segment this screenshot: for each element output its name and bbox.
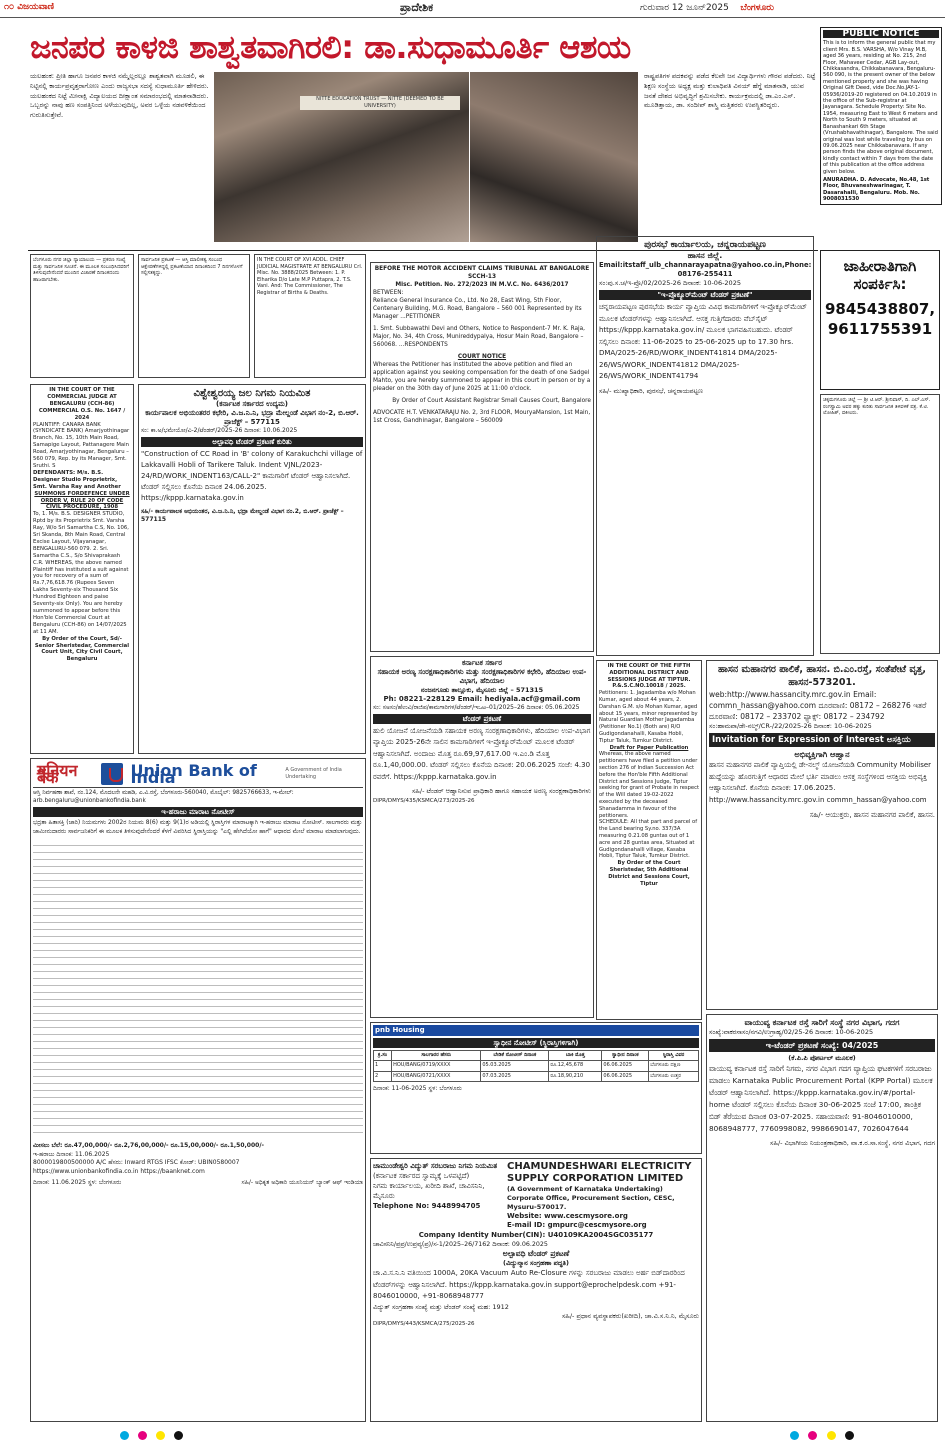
commercial-court-notice [30,384,134,754]
union-bank-logo-icon [101,763,123,785]
water-board-body: "Construction of CC Road in 'B' colony of Karakuchchi village of Lakkavalli Hobli of Tarikere Taluk. Indent VJNL/2023-24/RD/WORK_INDENT163/CALL-2" ಕಾಮಗಾರಿಗೆ ಟೆಂಡರ್ ಆಹ್ವಾನಿಸಲಾಗಿದೆ. ಟೆಂಡರ್ ಸಲ್ಲಿಸಲು ಕೊನೆಯ ದಿನಾಂಕ 24.06.2025. https://kppp.karnataka.gov.in [141,450,363,502]
cesc-tender-title: ಅಲ್ಪಾವಧಿ ಟೆಂಡರ್ ಪ್ರಕಟಣೆ [502,1249,570,1258]
page-number: ೧೦ ವಿಜಯವಾಣಿ [4,2,55,12]
hassan-body: ಹಾಸನ ಮಹಾನಗರ ಪಾಲಿಕೆ ವ್ಯಾಪ್ತಿಯಲ್ಲಿ ಡೇ-ನಲ್ಮ್ ಯೋಜನೆಯಡಿ Community Mobiliser ಹುದ್ದೆಯನ್ನು ಹೊರಗುತ್ತಿಗೆ ಆಧಾರದ ಮೇಲೆ ಭರ್ತಿ ಮಾಡಲು ಆಸಕ್ತ ಸಂಸ್ಥೆಗಳಿಂದ ಆಸಕ್ತಿಯ ಅಭಿವ್ಯಕ್ತಿ ಆಹ್ವಾನಿಸಲಾಗಿದೆ. ಕೊನೆಯ ದಿನಾಂಕ: 17.06.2025. http://www.hassancity.mrc.gov.in commn_hassan@yahoo.com [709,761,932,804]
channarayapatna-email: Email:itstaff_ulb_channarayapatna@yahoo.co.in,Phone: 08176-255411 [599,261,812,278]
forest-body: ಹುಲಿ ಯೋಜನೆ ಯೋಜನೆಯಡಿ ಸಹಾಯಕ ಅರಣ್ಯ ಸಂರಕ್ಷಣಾಧಿಕಾರಿಗಳು, ಹೆದಿಯಾಲ ಉಪ-ವಿಭಾಗ ವ್ಯಾಪ್ತಿಯ 2025-26ನೇ ಸಾಲಿನ ಕಾಮಗಾರಿಗಳಿಗೆ ಇ-ಪ್ರೊಕ್ಯೂರ್‌ಮೆಂಟ್ ಮೂಲಕ ಟೆಂಡರ್ ಆಹ್ವಾನಿಸಲಾಗಿದೆ. ಅಂದಾಜು ಮೊತ್ತ ರೂ.69,97,617.00 ಇ.ಎಂ.ಡಿ ಮೊತ್ತ ರೂ.1,40,000.00. ಟೆಂಡರ್ ಸಲ್ಲಿಸಲು ಕೊನೆಯ ದಿನಾಂಕ: 20.06.2025 ಸಂಜೆ: 4.30 ರವರೆಗೆ. https://kppp.karnataka.gov.in [373,726,591,781]
mact-notice [370,262,594,652]
mact-respondents: 1. Smt. Subbawathi Devi and Others, Notice to Respondent-7 Mr. K. Raja, Major, No. 34, 4th Cross, Munireddypalya, Hosur Main Road, Bangalore – 560068. ...RESPONDENTS [373,326,586,348]
public-notice [820,27,942,205]
court-notice-xvi: IN THE COURT OF XVI ADDL. CHIEF JUDICIAL MAGISTRATE AT BENGALURU Crl. Misc. No. 3888/2025 Between: 1. P. Elharika D/o Late M.P Puttapra, 2. T.S. Vani. And: The Commissioner, The Registrar of Births & Deaths. [254,254,366,378]
registration-dot [845,1431,854,1440]
forest-address: ನಂಜನಗೂಡು ತಾಲ್ಲೂಕು, ಮೈಸೂರು ಜಿಲ್ಲೆ – 571315 [420,686,544,694]
channarayapatna-tender-title: "ಇ-ಪ್ರೊಕ್ಯೂರ್‌ಮೆಂಟ್ ಟೆಂಡರ್ ಪ್ರಕಟಣೆ" [599,290,811,300]
registration-dot [827,1431,836,1440]
hassan-sign: ಸಹಿ/- ಆಯುಕ್ತರು, ಹಾಸನ ಮಹಾನಗರ ಪಾಲಿಕೆ, ಹಾಸನ. [809,811,935,819]
water-board-sign: ಸಹಿ/- ಕಾರ್ಯಪಾಲಕ ಅಭಿಯಂತರ, ವಿ.ಜ.ನಿ.ನಿ, ಭದ್ರಾ ಮೇಲ್ದಂಡೆ ವಿಭಾಗ ನಂ.2, ಬಿ.ಆರ್. ಪ್ರಾಜೆಕ್ಟ್ – 577115 [141,508,344,523]
union-bank-reserve: ಮೀಸಲು ಬೆಲೆ: ರೂ.47,00,000/- ರೂ.2,76,00,000/- ರೂ.15,00,000/- ರೂ.1,50,000/- [33,1142,265,1149]
union-bank-place: ದಿನಾಂಕ: 11.06.2025 ಸ್ಥಳ: ಬೆಂಗಳೂರು [33,1179,122,1186]
channarayapatna-district: ಹಾಸನ ಜಿಲ್ಲೆ. [687,251,723,260]
commercial-court-plaintiff: PLAINTIFF: CANARA BANK (SYNDICATE BANK) Amarjyothinagar Branch, No. 15, 10th Main Road, Samapige Layout, Pattanagere Main Road, Amarjyothinagar, Bengaluru – 560 079, Rep. by its Manager, Smt. Sruthi. S [33,421,130,469]
mact-title: BEFORE THE MOTOR ACCIDENT CLAIMS TRIBUNAL AT BANGALORE SCCH-13 [374,266,590,280]
story-left-text: ಯಲಹಂಕ: ಪ್ರೀತಿ ಹಾಗೂ ಜನಪರ ಕಾಳಜಿ ನಮ್ಮೆಲ್ಲರಲ್ಲೂ ಶಾಶ್ವತವಾಗಿ ಮೂಡಲಿ, ಈ ನಿಟ್ಟಿನಲ್ಲಿ ಕಾರ್ಯಪ್ರವೃತ್ತರಾಗೋಣ ಎಂದು ರಾಜ್ಯಸಭಾ ಸದಸ್ಯೆ ಸುಧಾಮೂರ್ತಿ ಹೇಳಿದರು. ಯಲಹಂಕದ ನಿಟ್ಟೆ ಮೀನಾಕ್ಷಿ ವಿದ್ಯಾಲಯದ ದೀಕ್ಷಾಂತ ಸಮಾರಂಭದಲ್ಲಿ ಮಾತನಾಡಿದರು. ಒಬ್ಬರನ್ನು ನಾವು ಹಣ ಸಂಪತ್ತಿನಿಂದ ಅಳೆಯುವುದಿಲ್ಲ, ಅವರ ಒಳ್ಳೆಯ ನಡವಳಿಕೆಯಿಂದ ಗುರುತಿಸುತ್ತೇವೆ. [30,72,209,120]
nwkrtc-kppp: (ಕೆ.ಪಿ.ಪಿ ಪೋರ್ಟಲ್ ಮೂಲಕ) [788,1054,856,1062]
cesc-cin: Company Identity Number(CIN): U40109KA2004SGC035177 [418,1231,654,1239]
cesc-ref: ಚಾವಿಸನಿನಿ/ಪ್ರಪ್ರ/ಉಪ್ರವ್ಯ(ಪ್ರ)/ಸ-1/2025–26/7162 ದಿನಾಂಕ: 09.06.2025 [373,1241,548,1248]
pnb-col-demand-date: ಬೇಡಿಕೆ ನೋಟೀಸ್ ದಿನಾಂಕ [481,1051,549,1061]
story-right-text: ರಾಷ್ಟ್ರಪತಿಗಳ ಪದಕವನ್ನು ಪಡೆದ ಕೆಲವೇ ಜನ ವಿದ್ಯಾರ್ಥಿಗಳು ಗೌರವ ಪಡೆದರು. ನಿಟ್ಟೆ ಶಿಕ್ಷಣ ಸಂಸ್ಥೆಯ ಅಧ್ಯಕ್ಷ ಮತ್ತು ಕುಲಾಧಿಪತಿ ವಿನಯ್ ಹೆಗ್ಡೆ ಮಾತನಾಡಿ, ಯುವ ಜನತೆ ದೇಶದ ಅಭಿವೃದ್ಧಿಗೆ ಶ್ರಮಿಸಬೇಕು. ಕಾರ್ಯಕ್ರಮದಲ್ಲಿ ಡಾ.ಎಂ.ಎಸ್. ಮೂಡಿತ್ತಾಯ, ಡಾ. ಸಂದೀಪ್ ಶಾಸ್ತ್ರಿ ಮತ್ತಿತರರು ಉಪಸ್ಥಿತರಿದ್ದರು. [644,72,816,110]
union-bank-notice-title: ಇ-ಹರಾಜು ಮಾರಾಟ ನೋಟೀಸ್ [33,807,363,817]
mact-petitioner: Reliance General Insurance Co., Ltd. No 28, East Wing, 5th Floor, Centenary Building, M.G. Road, Bangalore – 560 001 Represented by its Manager ...PETITIONER [373,298,582,320]
cesc-kn-office: ನಿಗಮ ಕಾರ್ಯಾಲಯ, ಖರೀದಿ ಶಾಖೆ, ಚಾವಿಸನಿನಿ, ಮೈಸೂರು [373,1182,485,1200]
tiptur-schedule: SCHEDULE: All that part and parcel of the Land bearing Sy.no. 337/3A measuring 0.21.08 guntas out of 1 acre and 28 guntas area, Situated at Gudigondanahalli village, Kasaba Hobli, Tiptur Taluk, Tumkur District. [599,819,698,860]
cesc-header [373,1161,699,1230]
hassan-web: web:http://www.hassancity.mrc.gov.in Email: commn_hassan@yahoo.com ದೂರವಾಣಿ: 08172 – 268276 ಇತರೆ ದೂರವಾಣಿ: 08172 – 233702 ಫ್ಯಾಕ್ಸ್: 08172 – 234792 [709,690,927,721]
nwkrtc-body: ವಾಯುವ್ಯ ಕರ್ನಾಟಕ ರಸ್ತೆ ಸಾರಿಗೆ ನಿಗಮ, ನಗರ ವಿಭಾಗ ಗದಗ ವ್ಯಾಪ್ತಿಯ ಘಟಕಗಳಿಗೆ ಸರಬರಾಜು ಮಾಡಲು Karnataka Public Procurement Portal (KPP Portal) ಮೂಲಕ ಟೆಂಡರ್ ಆಹ್ವಾನಿಸಲಾಗಿದೆ. https://kppp.karnataka.gov.in/#/portal-home ಟೆಂಡರ್ ಸಲ್ಲಿಸಲು ಕೊನೆಯ ದಿನಾಂಕ 30-06-2025 ಸಂಜೆ 17:00, ತಾಂತ್ರಿಕ ಬಿಡ್ ತೆರೆಯುವ ದಿನಾಂಕ 03-07-2025. ಸಹಾಯವಾಣಿ: 91-8046010000, 8068948777, 7760998082, 9986690147, 7026047644 [709,1064,933,1133]
mact-between: BETWEEN: [373,290,404,296]
union-bank-auction-notice [30,758,366,1422]
cesc-kn-sub: (ಕರ್ನಾಟಕ ಸರ್ಕಾರದ ಸ್ವಾಮ್ಯಕ್ಕೆ ಒಳಪಟ್ಟಿದೆ) [373,1172,470,1180]
cesc-en-sub: (A Government of Karnataka Undertaking) Corporate Office, Procurement Section, CESC, Mysuru-570017. [507,1185,675,1211]
water-board-office: ಕಾರ್ಯಪಾಲಕ ಅಭಿಯಂತರರ ಕಛೇರಿ, ವಿ.ಜ.ನಿ.ನಿ, ಭದ್ರಾ ಮೇಲ್ದಂಡೆ ವಿಭಾಗ ನಂ-2, ಬಿ.ಆರ್. ಪ್ರಾಜೆಕ್ಟ್ – 577115 [145,409,359,426]
registration-dot [120,1431,129,1440]
mact-notice-body: Whereas the Petitioner has instituted the above petition and filed an application against you seeking compensation for the death of one Sadgel Mahto, you are hereby summoned to appear in this court in person or by a pleader on the 30th day of June 2025 at 11:00 o'clock. [373,362,591,392]
union-bank-hindi-name: यूनियन बैंक [37,760,78,787]
cesc-en-name: CHAMUNDESHWARI ELECTRICITY SUPPLY CORPORATION LIMITED [507,1161,692,1184]
commercial-court-sign: By Order of the Court, Sd/- Senior Sheristedar, Commercial Court Unit, City Civil Court, Bengaluru [34,635,130,663]
section-label: ಪ್ರಾದೇಶಿಕ [400,1,434,14]
union-bank-account: 8000019800500000 A/C ಹೆಸರು: Inward RTGS IFSC ಕೋಡ್: UBIN0580007 [33,1159,240,1166]
union-bank-english-name: Union Bank of India [130,760,257,787]
nwkrtc-title: ವಾಯುವ್ಯ ಕರ್ನಾಟಕ ರಸ್ತೆ ಸಾರಿಗೆ ಸಂಸ್ಥೆ ನಗರ ವಿಭಾಗ, ಗದಗ [744,1018,900,1027]
pnb-table [373,1050,699,1082]
mact-case: Misc. Petition. No. 272/2023 IN M.V.C. No. 6436/2017 [395,282,569,288]
pnb-place: ದಿನಾಂಕ: 11-06-2025 ಸ್ಥಳ: ಬೆಂಗಳೂರು [373,1084,462,1092]
public-notice-advocate: ANURADHA. D. Advocate, No.48, 1st Floor, Bhuvaneshwarinagar, T. Dasarahalli, Bengaluru. Mob. No. 9008031530 [823,176,930,203]
pnb-table-header [374,1051,699,1061]
page-header [0,0,945,18]
union-bank-branch: ಆಸ್ತಿ ನಿರ್ವಹಣಾ ಶಾಖೆ, ನಂ.124, ಮೊದಲನೇ ಮಹಡಿ, ಎ.ವಿ.ರಸ್ತೆ, ಬೆಂಗಳೂರು-560040, ಮೊಬೈಲ್: 9825766633, ಇ-ಮೇಲ್: arb.bengaluru@unionbankofindia.bank [33,790,294,804]
right-small-notice: ಚಿಕ್ಕಮಗಳೂರು ಜಿಲ್ಲೆ — ಶ್ರೀ ಟಿ.ಆರ್. ಶ್ರೀನಿವಾಸ್, ದಿ. ಎಲ್.ಎಸ್. ರಂಗಸ್ವಾಮಿ ಅವರ ಹಕ್ಕು ಕುರಿತು ಸಾರ್ವಜನಿಕ ತಿಳಿವಳಿಕೆ ಪತ್ರ. ಕೆ.ಟಿ. ಲೋಹಿತ್, ವಕೀಲರು. [820,394,940,654]
hassan-invite: Invitation for Expression of Interest ಅಸಕ್ತಿಯ [709,733,935,747]
table-row: 1 HOU/BANG/0719/XXXX 05.03.2025 ರೂ.12,45,678 06.06.2025 ಬೆಂಗಳೂರು ದಕ್ಷಿಣ [374,1061,699,1071]
forest-tender [370,656,594,1018]
registration-dot [138,1431,147,1440]
water-board-title: ವಿಶ್ವೇಶ್ವರಯ್ಯ ಜಲ ನಿಗಮ ನಿಯಮಿತ [193,388,311,399]
print-registration-marks [0,1428,945,1443]
forest-ref: ಸಂ: ಸಅಸಂ/ಹೆಉವಿ/ರಾಜಿಪ/ಕಾಮಗಾರಿಗಳ/ಟೆಂಡರ್/ಇಒಟ–01/2025–26 ದಿನಾಂಕ: 05.06.2025 [373,703,580,711]
mact-registrar: By Order of Court Assistant Registrar Small Causes Court, Bangalore [392,398,591,404]
pnb-col-amount: ಬಾಕಿ ಮೊತ್ತ [549,1051,602,1061]
union-bank-tag: A Government of India Undertaking [285,766,342,780]
union-bank-property-list [33,839,363,1139]
nwkrtc-etender [706,1014,938,1422]
commercial-court-body: To, 1. M/s. B.S. DESIGNER STUDIO, Rptd by its Proprietrix Smt. Varsha Ray, W/o Sri Samartha C.S, No. 106, Sri Skanda, 8th Main Road, Central Excise Layout, Vijayanagar, BENGALURU-560 079. 2. Sri. Samartha C.S., S/o Shivaprakash C.R. WHEREAS, the above named Plaintiff has instituted a suit against you for recovery of a sum of Rs.7,76,618.76 (Rupees Seven Lakhs Seventy-six Thousand Six Hundred Eighteen and paise Seventy-six Only). You are hereby summoned to appear before this Hon'ble Commercial Court at Bengaluru (CCH-86) on 14/07/2025 at 11 AM. [33,511,129,635]
stage-banner: NITTE EDUCATION TRUST — NITTE (DEEMED TO BE UNIVERSITY) [300,96,460,110]
advert-contact-numbers: 9845438807, 9611755391 [824,300,936,338]
pnb-col-sno: ಕ್ರ.ಸಂ [374,1051,392,1061]
mact-advocate: ADVOCATE H.T. VENKATARAJU No. 2, 3rd FLOOR, MouryaMansion, 1st Main, 1st Cross, Gandhinagar, Bangalore – 560009 [373,410,591,424]
hassan-ref: ಸಂ:ಹಾಮಪಾ/ಡೇ-ನಲ್ಮ್/CR-/22/2025-26 ದಿನಾಂಕ: 10-06-2025 [709,722,872,730]
tiptur-case: P.&.S.C.NO.10018 / 2025. [612,683,686,690]
forest-tender-title: ಟೆಂಡರ್ ಪ್ರಕಟಣೆ [373,714,591,724]
mact-notice-title: COURT NOTICE [457,354,507,360]
tiptur-draft: Draft for Paper Publication [609,744,689,751]
hassan-invite-2: ಅಭಿವ್ಯಕ್ತಿಗಾಗಿ ಆಹ್ವಾನ [794,750,850,759]
union-bank-url: https://www.unionbankofindia.co.in https://baanknet.com [33,1167,205,1175]
forest-dipr: DIPR/DMYS/435/KSMCA/273/2025-26 [373,797,475,804]
nwkrtc-tender-no: ಇ-ಟೆಂಡರ್ ಪ್ರಕಟಣೆ ಸಂಖ್ಯೆ: 04/2025 [709,1039,935,1052]
cesc-web: Website: www.cescmysore.org [507,1212,628,1220]
tiptur-body: Petitioners: 1. Jagadamba w/o Mohan Kumar, aged about 44 years, 2. Darshan G.M. s/o Mohan Kumar, aged about 15 years, minor represented by Natural Guardian Mother Jagadamba (Petitioner No.1) (Both are) R/O Gudigondanahalli, Kasaba Hobli, Tiptur Taluk, Tumkur District. [599,690,698,744]
cesc-cost: ವಿದ್ಯುತ್ ಸಂಗ್ರಹಣಾ ಸಂಖ್ಯೆ ಮತ್ತು ಟೆಂಡರ್ ಸಂಖ್ಯೆ ಮಹ: 1912 [373,1302,509,1311]
tiptur-body2: Whereas, the above named petitioners have filed a petition under section 276 of Indian Succession Act before the Hon'ble Fifth Additional District and Sessions Judge, Tiptur seeking for grant of Probate in respect of the Will dated 19-02-2022 executed by the deceased Shanadamma in favour of the petitioners. [599,751,700,819]
cesc-tender-sub: (ವಿದ್ಯುನ್ಮಾನ ಸಂಗ್ರಹಣಾ ಪದ್ಧತಿ) [503,1259,569,1267]
tiptur-title: IN THE COURT OF THE FIFTH ADDITIONAL DISTRICT AND SESSIONS JUDGE AT TIPTUR. [607,663,691,683]
pnb-name: pnb Housing [373,1025,699,1036]
nwkrtc-sign: ಸಹಿ/- ವಿಭಾಗೀಯ ನಿಯಂತ್ರಣಾಧಿಕಾರಿ, ವಾ.ಕ.ರ.ಸಾ.ಸಂಸ್ಥೆ, ನಗರ ವಿಭಾಗ, ಗದಗ [770,1139,935,1147]
forest-office: ಸಹಾಯಕ ಅರಣ್ಯ ಸಂರಕ್ಷಣಾಧಿಕಾರಿಗಳು ಮತ್ತು ಸಂರಕ್ಷಣಾಧಿಕಾರಿಗಳ ಕಛೇರಿ, ಹೆದಿಯಾಲ ಉಪ-ವಿಭಾಗ, ಹೆದಿಯಾಲ [377,668,587,685]
channarayapatna-ref: ಸಂ:ಪು.ಸ.ಚ/ಇ-ಪ್ರೊ/02/2025-26 ದಿನಾಂಕ: 10-06-2025 [599,279,741,287]
union-bank-auction-date: ಇ-ಹರಾಜು ದಿನಾಂಕ: 11.06.2025 [33,1150,110,1158]
registration-dot [808,1431,817,1440]
commercial-court-defendants: DEFENDANTS: M/s. B.S. Designer Studio Proprietrix, Smt. Varsha Ray and Another [33,469,121,490]
pnb-col-borrower: ಸಾಲಗಾರರ ಹೆಸರು [392,1051,481,1061]
advert-contact-title: ಜಾಹೀರಾತಿಗಾಗಿ ಸಂಪರ್ಕಿಸಿ: [843,257,917,293]
hassan-eoi-notice [706,660,938,1010]
cesc-dipr: DIPR/DMYS/443/KSMCA/275/2025-26 [373,1320,475,1327]
public-notice-body: This is to inform the general public that my client Mrs. B.S. VARSHA, W/o Vinay M.B, aged 36 years, residing at No. 215, 2nd Floor, Mahaveer Cedar, AGB Lay-out, Chikkasandra, Chikkabanavara, Bengaluru-560 090, is the present owner of the below mentioned property and she was having Original Gift Deed, vide Doc.No.JAY-1-05936/2019-20 registered on 04.10.2019 in the office of the Sub-registrar at Jayanagara. Schedule Property: Site No. 1954, measuring East to West 6 meters and North to South 9 meters, situated at Banashankari 6th Stage (Vrushabhavathinagar), Bangalore. The said original was lost while traveling by bus on 09.06.2025 near Chikkabanavara. If any person finds the above original document, kindly contact within 7 days from the date of this publication at the office address given below. [823,40,938,175]
commercial-court-title: IN THE COURT OF THE COMMERCIAL JUDGE AT BENGALURU (CCH-86) COMMERCIAL O.S. No. 1647 / 2024 [38,387,126,421]
union-bank-footer [33,1179,363,1188]
registration-dot [156,1431,165,1440]
registration-dot [174,1431,183,1440]
tiptur-court-notice [596,660,702,1020]
water-board-tender [138,384,366,754]
pnb-title: ಸ್ವಾಧೀನ ನೋಟೀಸ್ (ಸ್ಥಿರಾಸ್ತಿಗಳಿಗಾಗಿ) [373,1038,699,1048]
cesc-email: E-mail ID: gmpurc@cescmysore.org [507,1221,647,1229]
forest-title: ಕರ್ನಾಟಕ ಸರ್ಕಾರ [462,659,502,667]
cesc-body: ಚಾ.ವಿ.ಸ.ನಿ.ನಿ ವತಿಯಿಂದ 1000A, 20KA Vacuum Auto Re-Closure ಗಳನ್ನು ಸರಬರಾಜು ಮಾಡಲು ಅರ್ಹ ಬಿಡ್‌ದಾರರಿಂದ ಟೆಂಡರ್‌ಗಳನ್ನು ಆಹ್ವಾನಿಸಲಾಗಿದೆ. https://kppp.karnataka.gov.in support@eproc​helpdesk.com +91-8046010000, +91-8068948777 [373,1269,685,1300]
water-board-subtitle: (ಕರ್ನಾಟಕ ಸರ್ಕಾರದ ಉದ್ಯಮ) [216,400,288,408]
union-bank-header [33,761,363,788]
registration-dot [790,1431,799,1440]
public-notice-title: PUBLIC NOTICE [823,30,939,38]
pnb-col-possession-date: ಸ್ವಾಧೀನ ದಿನಾಂಕ [602,1051,649,1061]
forest-phone: Ph: 08221-228129 Email: hediyala.acf@gmail.com [383,694,581,703]
main-headline: ಜನಪರ ಕಾಳಜಿ ಶಾಶ್ವತವಾಗಿರಲಿ: ಡಾ.ಸುಧಾಮೂರ್ತಿ ಆಶಯ [30,28,631,66]
channarayapatna-body: ಚನ್ನರಾಯಪಟ್ಟಣ ಪುರಸಭೆಯ ಕಾರ್ಯ ವ್ಯಾಪ್ತಿಯ ವಿವಿಧ ಕಾಮಗಾರಿಗಳಿಗೆ ಇ-ಪ್ರೊಕ್ಯೂರ್‌ಮೆಂಟ್ ಮೂಲಕ ಟೆಂಡರ್‌ಗಳನ್ನು ಆಹ್ವಾನಿಸಲಾಗಿದೆ. ಆಸಕ್ತ ಗುತ್ತಿಗೆದಾರರು ವೆಬ್‌ಸೈಟ್ https://kppp.karnataka.gov.in/ ಮೂಲಕ ಭಾಗವಹಿಸಬಹುದು. ಟೆಂಡರ್ ಸಲ್ಲಿಸಲು ದಿನಾಂಕ: 11-06-2025 to 25-06-2025 up to 17.30 hrs. DMA/2025-26/RD/WORK_INDENT41814 DMA/2025-26/WS/WORK_INDENT41812 DMA/2025-26/WS/WORK_INDENT41794 [599,303,807,380]
small-notice-1: ಬೆಂಗಳೂರು ನಗರ ಜಿಲ್ಲಾ ನ್ಯಾಯಾಲಯ — ಪ್ರಕರಣ ಸಂಖ್ಯೆ ಮತ್ತು ಸಾರ್ವಜನಿಕ ಸೂಚನೆ. ಈ ಮೂಲಕ ಸಂಬಂಧಿಸಿದವರಿಗೆ ತಿಳಿಸುವುದೇನೆಂದರೆ ಮುಂದಿನ ವಿಚಾರಣೆ ದಿನಾಂಕದಂದು ಹಾಜರಾಗಬೇಕು. [30,254,134,378]
date-line: ಗುರುವಾರ 12 ಜೂನ್2025 ಬೆಂಗಳೂರು [640,3,774,13]
tiptur-sign: By Order of the Court Sheristedar, 5th Additional District and Sessions Court, Tiptur [608,860,690,887]
channarayapatna-title: ಪುರಸಭೆ ಕಾರ್ಯಾಲಯ, ಚನ್ನರಾಯಪಟ್ಟಣ [644,240,766,250]
commercial-court-summons: SUMMONS FORDEFENCE UNDER ORDER V, RULE 20 OF CODE CIVIL PROCEDURE, 1908 [34,490,130,511]
union-bank-body: ಭದ್ರತಾ ಹಿತಾಸಕ್ತಿ (ಜಾರಿ) ನಿಯಮಗಳು 2002ರ ನಿಯಮ 8(6) ಮತ್ತು 9(1)ರ ಅಡಿಯಲ್ಲಿ ಸ್ಥಿರಾಸ್ತಿಗಳ ಮಾರಾಟಕ್ಕಾಗಿ ಇ-ಹರಾಜು ಮಾರಾಟ ನೋಟೀಸ್. ಸಾಲಗಾರರು ಮತ್ತು ಜಾಮೀನುದಾರರು ಸಾರ್ವಜನಿಕರಿಗೆ ಈ ಮೂಲಕ ತಿಳಿಸುವುದೇನೆಂದರೆ ಕೆಳಗೆ ವಿವರಿಸಿದ ಸ್ಥಿರಾಸ್ತಿಯನ್ನು "ಎಲ್ಲಿ ಹೇಗಿದೆಯೋ ಹಾಗೆ" ಆಧಾರದ ಮೇಲೆ ಮಾರಾಟ ಮಾಡಲಾಗುವುದು. [33,819,362,835]
small-notice-2: ಸಾರ್ವಜನಿಕ ಪ್ರಕಟಣೆ — ಆಸ್ತಿ ಮಾಲೀಕತ್ವ ಸಂಬಂಧ ಆಕ್ಷೇಪಣೆಗಳಿದ್ದಲ್ಲಿ ಪ್ರಕಟಣೆಯಾದ ದಿನಾಂಕದಿಂದ 7 ದಿನಗಳೊಳಗೆ ಸಲ್ಲಿಸತಕ್ಕದ್ದು. [138,254,250,378]
forest-sign: ಸಹಿ/- ಟೆಂಡರ್ ಆಹ್ವಾನಿಸುವ ಪ್ರಾಧಿಕಾರಿ ಹಾಗೂ ಸಹಾಯಕ ಅರಣ್ಯ ಸಂರಕ್ಷಣಾಧಿಕಾರಿಗಳು [411,787,591,795]
hassan-title: ಹಾಸನ ಮಹಾನಗರ ಪಾಲಿಕೆ, ಹಾಸನ. ಬಿ.ಎಂ.ರಸ್ತೆ, ಸಂತೆಪೇಟೆ ವೃತ್ತ, ಹಾಸನ-573201. [717,664,927,688]
event-photo-2 [470,72,638,242]
water-board-ref: ಸಂ: ಕಾ.ಅ/ಭಮೇಯೋ/ವಿ-2/ಟೆಂಡರ್/2025-26 ದಿನಾಂಕ: 10.06.2025 [141,427,298,434]
channarayapatna-tender [596,236,814,656]
table-row: 2 HOU/BANG/0721/XXXX 07.03.2025 ರೂ.18,90,210 06.06.2025 ಬೆಂಗಳೂರು ಉತ್ತರ [374,1071,699,1081]
pnb-possession-notice [370,1022,702,1154]
cesc-kn-block [373,1161,503,1230]
nwkrtc-ref: ಸಂಖ್ಯೆ:ವಾಕರಸಾಸಂ/ನಗವಿ/ಉಗ್ರಾಹ್ಯ/02/25-26 ದಿನಾಂಕ: 10-06-2025 [709,1028,874,1036]
cesc-en-block [507,1161,699,1230]
advert-contact-box [820,250,940,390]
cesc-kn-name: ಚಾಮುಂಡೇಶ್ವರಿ ವಿದ್ಯುತ್ ಸರಬರಾಜು ನಿಗಮ ನಿಯಮಿತ [373,1162,498,1170]
pnb-col-property: ಸ್ಥಿರಾಸ್ತಿ ವಿವರ [649,1051,699,1061]
cesc-phone: Telephone No: 9448994705 [373,1202,481,1210]
union-bank-sign: ಸಹಿ/- ಅಧಿಕೃತ ಅಧಿಕಾರಿ ಯೂನಿಯನ್ ಬ್ಯಾಂಕ್ ಆಫ್ ಇಂಡಿಯಾ [241,1179,363,1186]
cesc-tender [370,1158,702,1422]
cesc-sign: ಸಹಿ/- ಪ್ರಧಾನ ವ್ಯವಸ್ಥಾಪಕರು(ಖರೀದಿ), ಚಾ.ವಿ.ಸ.ನಿ.ನಿ, ಮೈಸೂರು [561,1311,699,1320]
channarayapatna-sign: ಸಹಿ/- ಮುಖ್ಯಾಧಿಕಾರಿ, ಪುರಸಭೆ, ಚನ್ನರಾಯಪಟ್ಟಣ [599,386,703,395]
water-board-short-title: ಅಲ್ಪಾವಧಿ ಟೆಂಡರ್ ಪ್ರಕಟಣೆ ಕುರಿತು [141,437,363,447]
